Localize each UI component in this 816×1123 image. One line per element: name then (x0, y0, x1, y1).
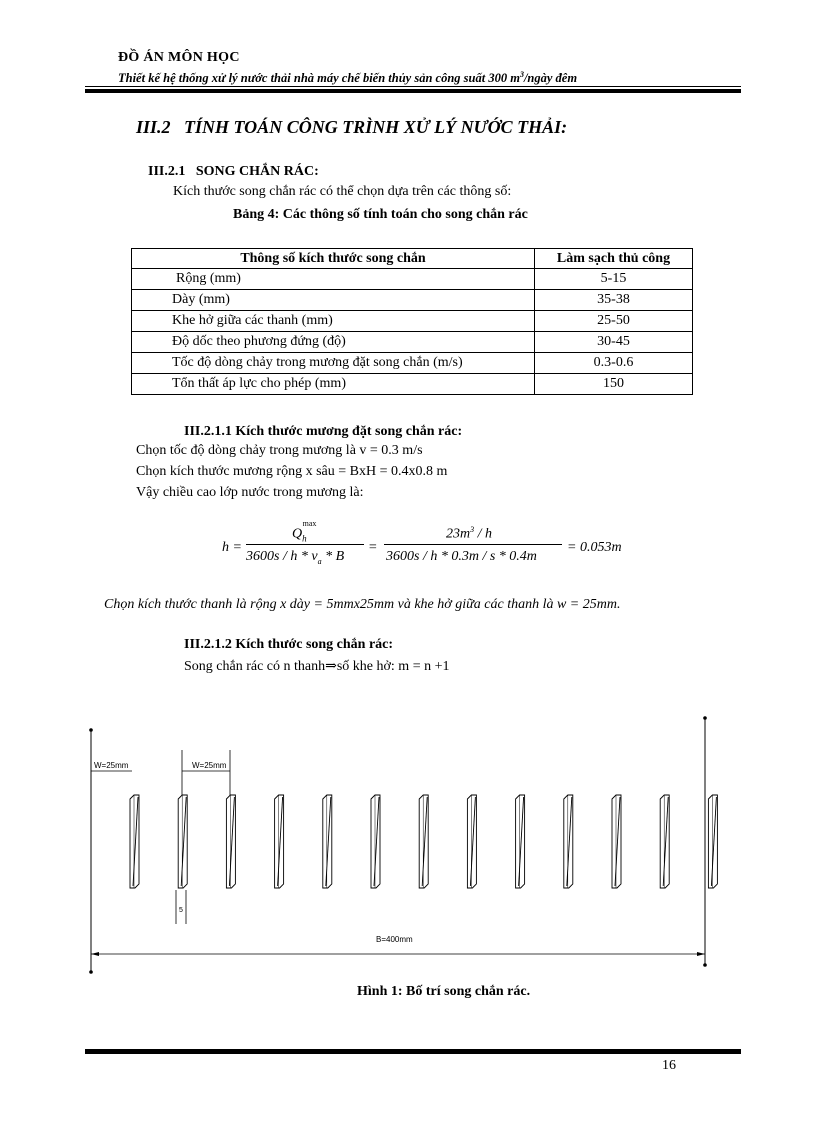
section-title: III.2 TÍNH TOÁN CÔNG TRÌNH XỬ LÝ NƯỚC THẢI: (136, 117, 568, 137)
eq-num: 23m (446, 526, 471, 542)
screen-bar (371, 795, 380, 888)
table-header-cell: Làm sạch thủ công (535, 249, 693, 269)
header-subtitle-sup: 3 (519, 70, 524, 79)
eq-frac1-num (292, 519, 320, 544)
table-header-row (132, 249, 693, 269)
dim-label-w2: W=25mm (192, 761, 227, 770)
eq-sub: h (302, 533, 307, 544)
table-caption: Bảng 4: Các thông số tính toán cho song chắn rác (233, 207, 528, 222)
eq-sup: 3 (470, 525, 475, 534)
screen-bar (130, 795, 139, 888)
boundary-dot (89, 970, 93, 974)
screen-bar (660, 795, 669, 888)
table-row (132, 374, 693, 395)
subsection-3-title: III.2.1.2 Kích thước song chắn rác: (184, 637, 394, 652)
table-row (132, 332, 693, 353)
eq-sub: a (317, 556, 322, 566)
text-line: Vậy chiều cao lớp nước trong mương là: (136, 485, 364, 500)
header-subtitle-post: /ngày đêm (523, 71, 578, 86)
eq-den: 3600s / h * v (246, 549, 318, 564)
subsection-intro: Kích thước song chắn rác có thể chọn dựa trên các thông số: (173, 184, 512, 199)
header-title: ĐỒ ÁN MÔN HỌC (118, 50, 240, 65)
figure-caption: Hình 1: Bố trí song chắn rác. (357, 984, 531, 999)
screen-bar (275, 795, 284, 888)
boundary-dot (703, 963, 707, 967)
dim-label-b: B=400mm (376, 935, 413, 944)
boundary-dot (703, 716, 707, 720)
screen-bar (178, 795, 187, 888)
table-row (132, 353, 693, 374)
fraction-bar (384, 544, 562, 545)
header-subtitle (118, 70, 577, 86)
page-number: 16 (662, 1058, 676, 1073)
eq-frac2-den: 3600s / h * 0.3m / s * 0.4m (386, 549, 537, 564)
table-cell: 35-38 (535, 290, 693, 311)
screen-bar (564, 795, 573, 888)
table-row (132, 290, 693, 311)
arrow-right-icon (697, 952, 705, 956)
arrow-left-icon (91, 952, 99, 956)
text-line: Chọn tốc độ dòng chảy trong mương là v = 0.3 m/s (136, 443, 423, 458)
text-line: Chọn kích thước mương rộng x sâu = BxH = 0.4x0.8 m (136, 464, 448, 479)
fraction-bar (246, 544, 364, 545)
table-cell: Rộng (mm) (132, 269, 535, 290)
screen-bar (708, 795, 717, 888)
eq-num-tail: / h (474, 526, 493, 542)
table-cell: Tốc độ dòng chảy trong mương đặt song chắn (m/s) (132, 353, 535, 374)
screen-bar (612, 795, 621, 888)
eq-equals: = (368, 540, 378, 555)
table-row (132, 311, 693, 332)
text-line: Song chắn rác có n thanh⇒số khe hở: m = n +1 (184, 659, 450, 674)
footer-rule (85, 1049, 741, 1054)
table-cell: Dày (mm) (132, 290, 535, 311)
header-subtitle-pre: Thiết kế hệ thống xử lý nước thải nhà máy chế biến thủy sản công suất 300 m (118, 71, 520, 86)
eq-lhs: h = (222, 540, 242, 555)
dim-label-small: 5 (179, 907, 183, 914)
boundary-dot (89, 728, 93, 732)
bar-rack (130, 795, 717, 888)
eq-result: = 0.053m (567, 540, 622, 555)
screen-bar (226, 795, 235, 888)
screen-bar (323, 795, 332, 888)
bar-size-note: Chọn kích thước thanh là rộng x dày = 5mmx25mm và khe hở giữa các thanh là w = 25mm. (104, 597, 621, 612)
eq-den-tail: * B (321, 549, 345, 564)
header-rule-thin (85, 86, 741, 87)
water-depth-equation (222, 519, 642, 574)
eq-sup: max (302, 519, 317, 528)
screen-bar (419, 795, 428, 888)
subsection-2-title: III.2.1.1 Kích thước mương đặt song chắn rác: (184, 424, 463, 439)
header-rule-thick (85, 89, 741, 93)
eq-fraction-2 (384, 524, 562, 572)
table-cell: Tổn thất áp lực cho phép (mm) (132, 374, 535, 395)
dim-label-w1: W=25mm (94, 761, 129, 770)
eq-symbol: Q (292, 526, 303, 542)
screen-layout-figure (80, 710, 720, 980)
table-cell: Độ dốc theo phương đứng (độ) (132, 332, 535, 353)
eq-frac1-den (246, 549, 344, 566)
table-cell: 0.3-0.6 (535, 353, 693, 374)
table-cell: 30-45 (535, 332, 693, 353)
eq-frac2-num (446, 525, 492, 543)
table-row (132, 269, 693, 290)
parameters-table (131, 248, 693, 395)
table-cell: 25-50 (535, 311, 693, 332)
screen-bar (467, 795, 476, 888)
table-cell: Khe hở giữa các thanh (mm) (132, 311, 535, 332)
eq-fraction-1 (246, 519, 364, 572)
screen-bar (516, 795, 525, 888)
table-cell: 150 (535, 374, 693, 395)
subsection-title: III.2.1 SONG CHẮN RÁC: (148, 164, 319, 179)
table-cell: 5-15 (535, 269, 693, 290)
table-header-cell: Thông số kích thước song chắn (132, 249, 535, 269)
